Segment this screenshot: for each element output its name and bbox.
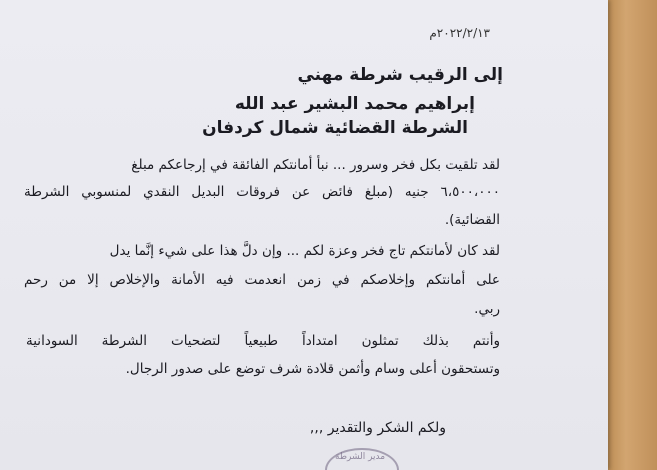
paragraph-1-line-3: القضائية). [444, 212, 500, 228]
paragraph-3-line-2: وتستحقون أعلى وسام وأثمن قلادة شرف توضع على صدور الرجال. [125, 361, 500, 377]
wood-surface [605, 0, 657, 470]
closing-line: ولكم الشكر والتقدير ,,, [309, 420, 446, 436]
recipient-unit-line: الشرطة القضائية شمال كردفان [202, 118, 468, 138]
paragraph-2-line-1: لقد كان لأمانتكم تاج فخر وعزة لكم ... وإن دلَّ هذا على شيء إنَّما يدل [109, 243, 500, 259]
paragraph-2-line-2: على أمانتكم وإخلاصكم في زمن انعدمت فيه الأمانة والإخلاص إلا من رحم [24, 272, 500, 288]
letter-date: ٢٠٢٢/٢/١٣م [429, 26, 490, 40]
paragraph-3-line-1: وأنتم بذلك تمثلون امتداداً طبيعياً لتضحيات الشرطة السودانية [26, 333, 500, 349]
paragraph-1-line-1: لقد تلقيت بكل فخر وسرور ... نبأ أمانتكم الفائقة في إرجاعكم مبلغ [131, 157, 500, 173]
recipient-name-line: إبراهيم محمد البشير عبد الله [234, 94, 475, 114]
recipient-rank-line: إلى الرقيب شرطة مهني [297, 65, 503, 85]
paragraph-1-line-2: ٦،٥٠٠،٠٠٠ جنيه (مبلغ فائض عن فروقات البديل النقدي لمنسوبي الشرطة [24, 184, 500, 200]
stamp-text: مدير الشرطة [335, 452, 386, 462]
paragraph-2-line-3: ربي. [474, 301, 500, 317]
